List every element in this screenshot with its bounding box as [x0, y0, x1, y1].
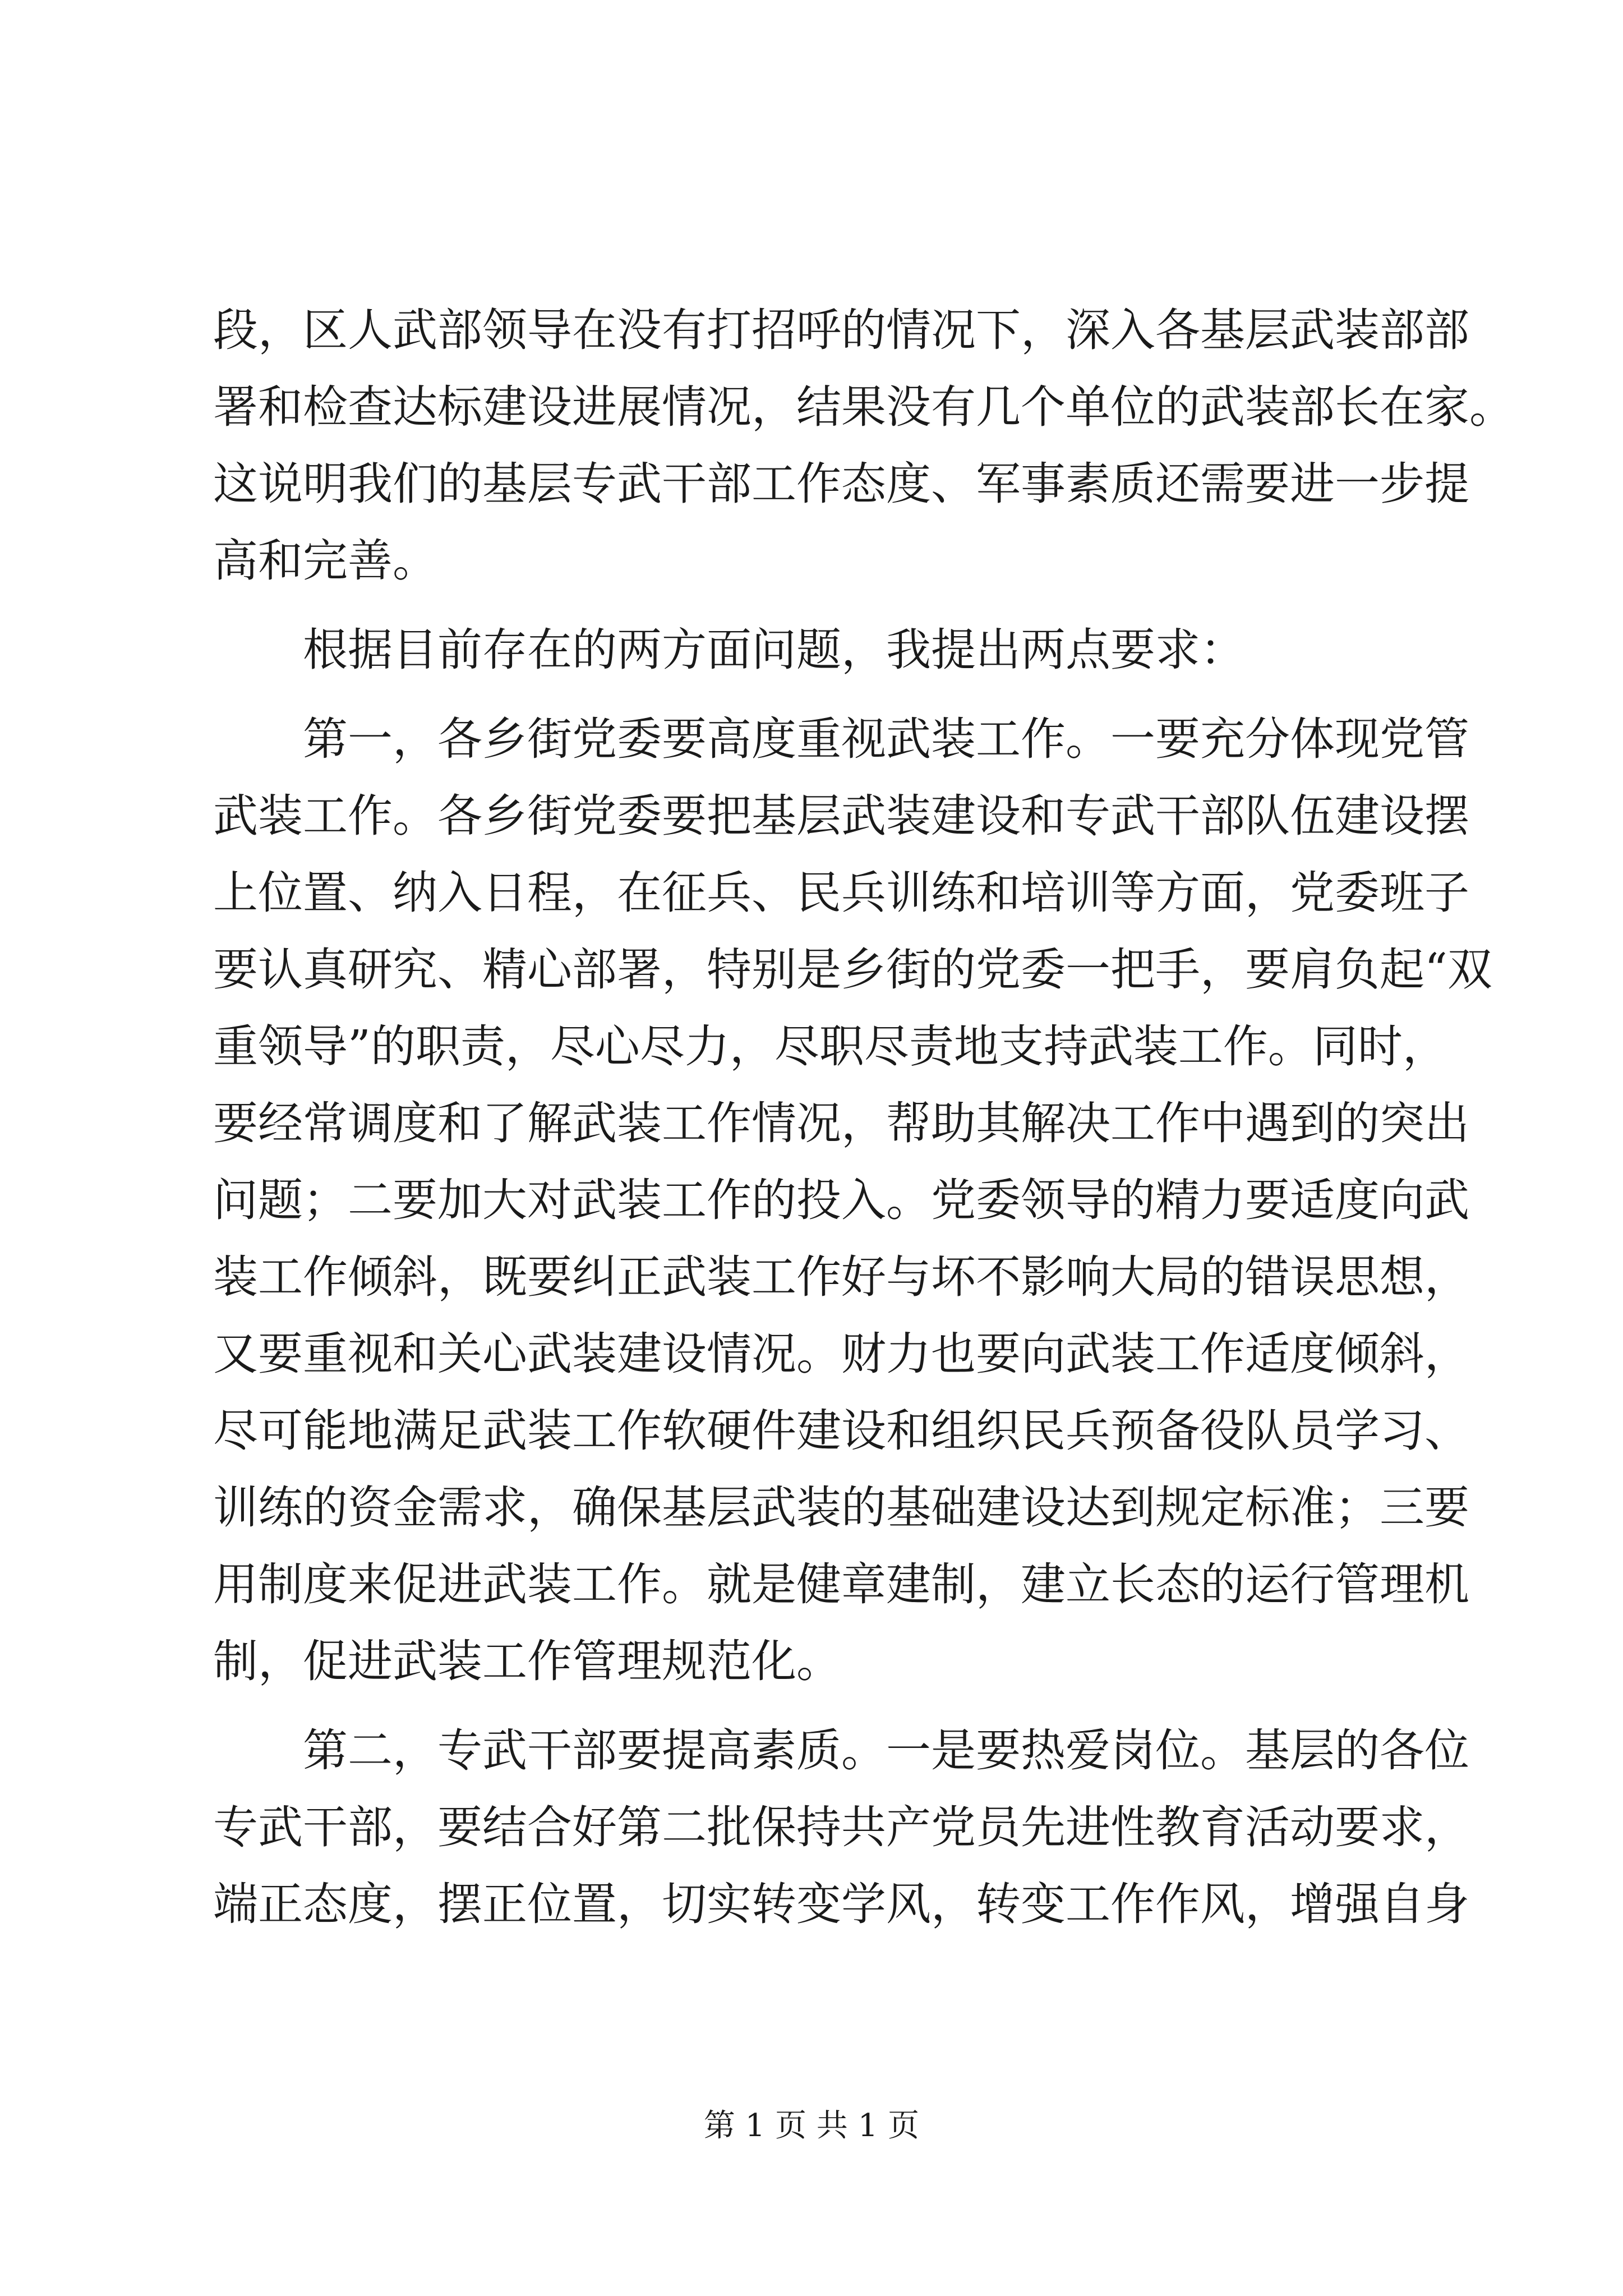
text-line: 第一，各乡街党委要高度重视武装工作。一要充分体现党管 [303, 713, 1469, 765]
page-footer: 第 1 页 共 1 页 [703, 2108, 920, 2144]
text-line: 制，促进武装工作管理规范化。 [213, 1635, 841, 1687]
text-line: 专武干部，要结合好第二批保持共产党员先进性教育活动要求， [213, 1801, 1469, 1853]
text-line: 要认真研究、精心部署，特别是乡街的党委一把手，要肩负起“双 [213, 944, 1492, 996]
text-line: 又要重视和关心武装建设情况。财力也要向武装工作适度倾斜， [213, 1328, 1469, 1380]
text-line: 训练的资金需求，确保基层武装的基础建设达到规定标准；三要 [213, 1481, 1469, 1534]
text-line: 重领导”的职责，尽心尽力，尽职尽责地支持武装工作。同时， [213, 1020, 1447, 1073]
text-line: 要经常调度和了解武装工作情况，帮助其解决工作中遇到的突出 [213, 1097, 1469, 1149]
document-body [213, 292, 1514, 1943]
text-line: 段，区人武部领导在没有打招呼的情况下，深入各基层武装部部 [213, 304, 1469, 356]
text-line: 这说明我们的基层专武干部工作态度、军事素质还需要进一步提 [213, 458, 1469, 510]
text-line: 武装工作。各乡街党委要把基层武装建设和专武干部队伍建设摆 [213, 790, 1469, 842]
text-line: 第二，专武干部要提高素质。一是要热爱岗位。基层的各位 [303, 1724, 1469, 1777]
text-line: 高和完善。 [213, 535, 437, 587]
text-line: 问题；二要加大对武装工作的投入。党委领导的精力要适度向武 [213, 1174, 1469, 1226]
text-line: 用制度来促进武装工作。就是健章建制，建立长态的运行管理机 [213, 1558, 1469, 1611]
text-line: 端正态度，摆正位置，切实转变学风，转变工作作风，增强自身 [213, 1878, 1469, 1930]
text-line: 尽可能地满足武装工作软硬件建设和组织民兵预备役队员学习、 [213, 1405, 1469, 1457]
text-line: 根据目前存在的两方面问题，我提出两点要求： [303, 624, 1245, 676]
text-line: 署和检查达标建设进展情况，结果没有几个单位的武装部长在家。 [213, 381, 1514, 433]
text-line: 装工作倾斜，既要纠正武装工作好与坏不影响大局的错误思想， [213, 1251, 1469, 1303]
text-line: 上位置、纳入日程，在征兵、民兵训练和培训等方面，党委班子 [213, 867, 1469, 919]
